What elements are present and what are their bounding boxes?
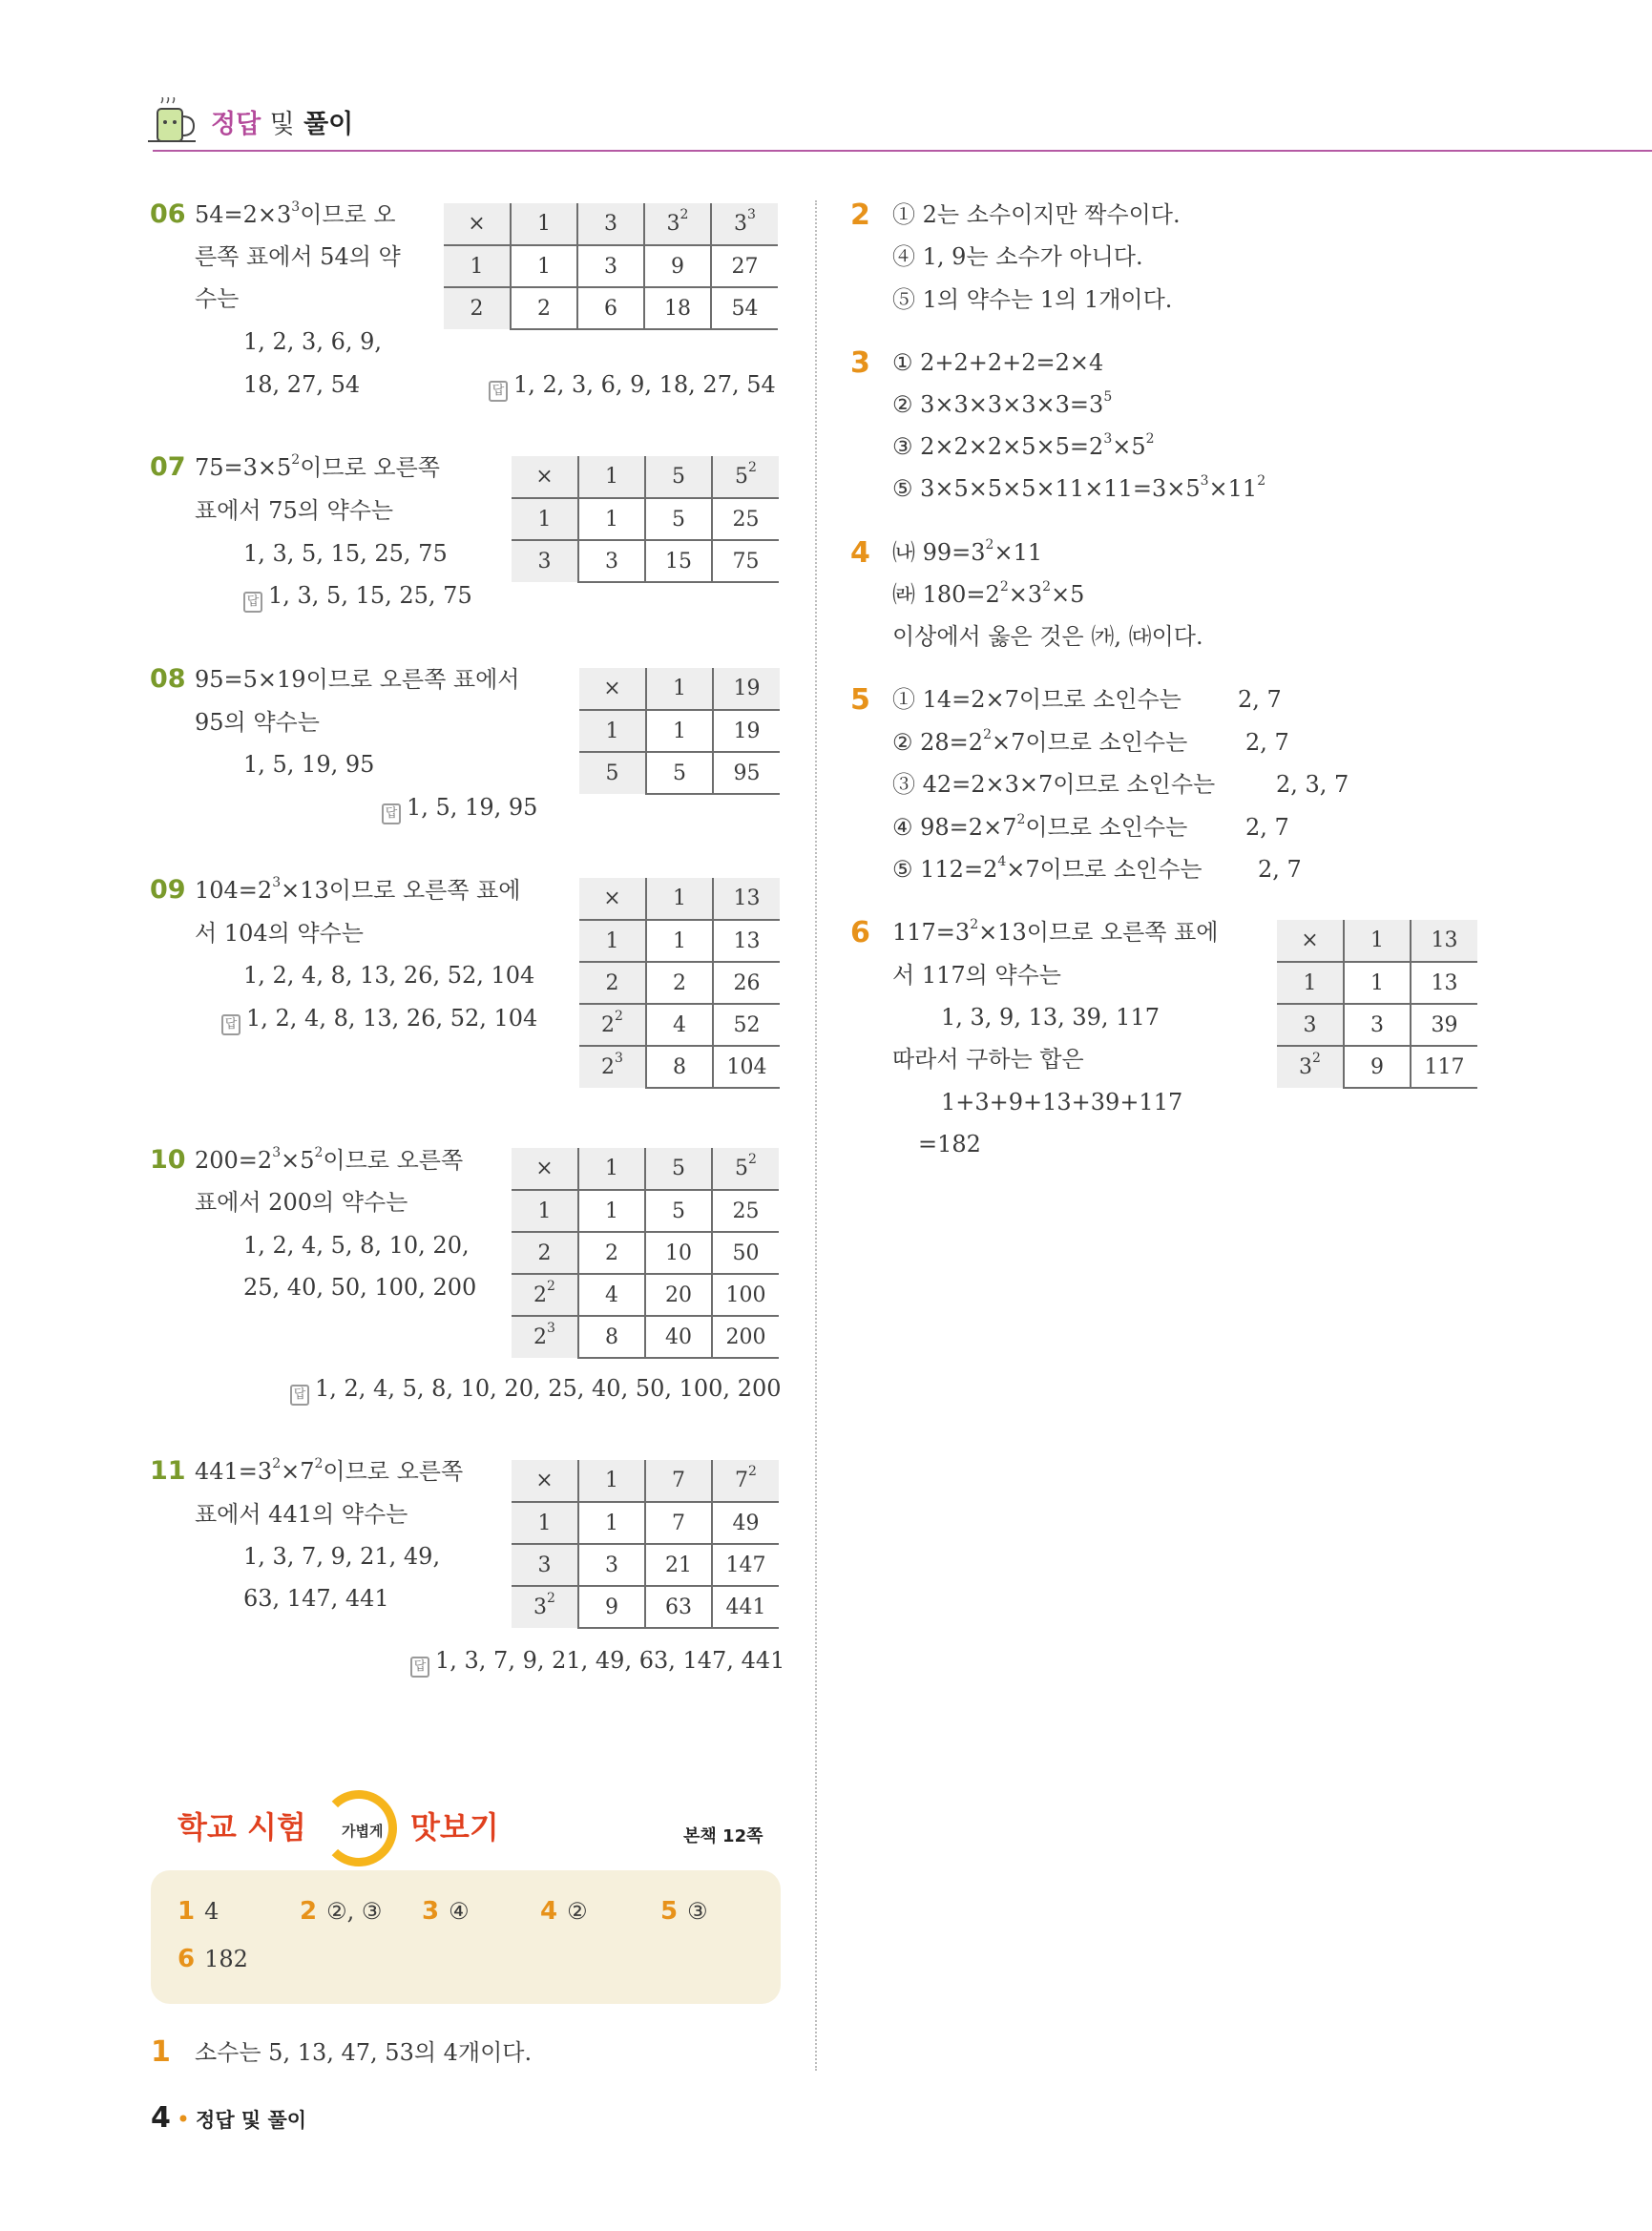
text-line: ⑤ 1의 약수는 1의 1개이다.	[892, 286, 1173, 313]
table-cell: 1	[578, 1502, 645, 1544]
table-cell: 1	[578, 1148, 645, 1190]
solution-number: 3	[850, 346, 870, 380]
text-line: ② $28=2^2\times 7$이므로 소인수는	[892, 727, 1188, 756]
table-cell: 95	[713, 752, 780, 794]
table-cell: 10	[645, 1232, 712, 1274]
table-cell: 25	[712, 1190, 779, 1232]
table-cell: $7^2$	[712, 1460, 779, 1502]
table-cell: 2	[444, 287, 511, 329]
text-line: 이상에서 옳은 것은 ㈎, ㈐이다.	[892, 623, 1203, 650]
text-line: 표에서 75의 약수는	[195, 497, 394, 524]
table-cell: ×	[512, 456, 578, 498]
table-cell: 3	[577, 245, 644, 287]
text-line: 1+3+9+13+39+117	[941, 1089, 1183, 1116]
answer-icon: 답	[410, 1657, 429, 1678]
table-cell: 1	[578, 1460, 645, 1502]
text-line: ⑤ $112=2^4\times 7$이므로 소인수는	[892, 854, 1202, 883]
table-cell: 100	[712, 1274, 779, 1316]
quick-answer: 1 4	[178, 1897, 220, 1926]
table-cell: 75	[712, 540, 779, 582]
table-cell: 1	[512, 1190, 578, 1232]
table-cell: 1	[1277, 962, 1344, 1004]
table-cell: 1	[512, 1502, 578, 1544]
answer-icon: 답	[221, 1014, 240, 1035]
table-cell: $2^2$	[512, 1274, 578, 1316]
text-line: ③ 42=2×3×7이므로 소인수는	[892, 771, 1216, 798]
table-cell: 1	[1344, 962, 1411, 1004]
table-cell: 8	[578, 1316, 645, 1358]
text-line: $200=2^3\times 5^2$이므로 오른쪽	[195, 1145, 464, 1174]
table-cell: 3	[577, 203, 644, 245]
divisor-table	[512, 456, 779, 583]
problem-number: 09	[150, 875, 186, 905]
table-cell: 1	[646, 920, 713, 962]
table-cell: ×	[512, 1148, 578, 1190]
solution-number: 5	[850, 683, 870, 717]
divisor-table	[512, 1460, 779, 1629]
table-cell: 2	[579, 962, 646, 1004]
table-cell: 4	[578, 1274, 645, 1316]
text-line: 른쪽 표에서 54의 약	[195, 243, 401, 270]
table-cell: 441	[712, 1586, 779, 1628]
problem-number: 06	[150, 199, 186, 229]
table-cell: 1	[579, 920, 646, 962]
answer-line: 답 1, 2, 4, 5, 8, 10, 20, 25, 40, 50, 100, 200	[290, 1374, 782, 1406]
table-cell: 49	[712, 1502, 779, 1544]
table-cell: 40	[645, 1316, 712, 1358]
solution-number: 2	[850, 198, 870, 232]
table-cell: 3	[512, 1544, 578, 1586]
table-cell: ×	[444, 203, 511, 245]
mug-icon	[148, 97, 205, 149]
page-reference: 본책 12쪽	[683, 1826, 763, 1846]
table-cell: $2^3$	[512, 1316, 578, 1358]
divisor-table	[512, 1148, 779, 1359]
table-cell: 13	[713, 920, 780, 962]
table-cell: 25	[712, 498, 779, 540]
table-cell: 5	[645, 1148, 712, 1190]
table-cell: 54	[711, 287, 778, 329]
text-line: ③ $2\times 2\times 2\times 5\times 5=2^3\times 5^2$	[892, 431, 1155, 460]
table-cell: 3	[512, 540, 578, 582]
table-cell: $3^2$	[512, 1586, 578, 1628]
answer-line: 답 1, 5, 19, 95	[382, 793, 537, 824]
table-cell: 19	[713, 668, 780, 710]
table-cell: 7	[645, 1460, 712, 1502]
table-cell: 1	[646, 710, 713, 752]
table-cell: $3^2$	[644, 203, 711, 245]
table-cell: 39	[1411, 1004, 1477, 1046]
table-cell: 5	[579, 752, 646, 794]
table-cell: 50	[712, 1232, 779, 1274]
problem-number: 08	[150, 664, 186, 694]
column-divider	[815, 200, 817, 2071]
page-number: 4	[151, 2101, 171, 2135]
table-cell: 5	[645, 498, 712, 540]
text-line: 1, 3, 9, 13, 39, 117	[941, 1004, 1160, 1031]
text-line: 25, 40, 50, 100, 200	[243, 1274, 477, 1301]
solution-number: 1	[151, 2035, 171, 2069]
table-cell: 1	[579, 710, 646, 752]
text-line: ① 14=2×7이므로 소인수는	[892, 686, 1181, 713]
answer-line: 답 1, 2, 4, 8, 13, 26, 52, 104	[221, 1004, 537, 1035]
table-cell: 3	[578, 540, 645, 582]
table-cell: 9	[1344, 1046, 1411, 1088]
table-cell: 27	[711, 245, 778, 287]
text-line: $441=3^2\times 7^2$이므로 오른쪽	[195, 1456, 464, 1485]
text-line: 18, 27, 54	[243, 371, 361, 398]
table-cell: 200	[712, 1316, 779, 1358]
table-cell: ×	[579, 668, 646, 710]
table-cell: 3	[1344, 1004, 1411, 1046]
text-line: $54=2\times 3^3$이므로 오	[195, 199, 396, 228]
table-cell: 2	[578, 1232, 645, 1274]
answer-line: 답 1, 3, 5, 15, 25, 75	[243, 581, 472, 613]
answer-icon: 답	[290, 1385, 309, 1406]
text-line: ① 2+2+2+2=2×4	[892, 349, 1104, 376]
table-cell: 13	[1411, 962, 1477, 1004]
table-cell: $5^2$	[712, 1148, 779, 1190]
text-line: 소수는 5, 13, 47, 53의 4개이다.	[195, 2039, 533, 2066]
table-cell: 3	[1277, 1004, 1344, 1046]
divisor-table	[579, 668, 780, 795]
problem-number: 07	[150, 452, 186, 482]
table-cell: 5	[645, 456, 712, 498]
header-title: 정답 및 풀이	[211, 110, 354, 139]
text-line: 1, 2, 3, 6, 9,	[243, 328, 383, 355]
table-cell: 13	[713, 878, 780, 920]
answer-icon: 답	[243, 592, 262, 613]
quick-answer: 4 ②	[540, 1897, 588, 1926]
text-line: 표에서 441의 약수는	[195, 1501, 408, 1528]
quick-answer: 2 ②, ③	[300, 1897, 383, 1926]
text-line: 2, 7	[1245, 814, 1289, 841]
text-line: ② $3\times 3\times 3\times 3\times 3=3^5$	[892, 389, 1113, 418]
answer-box	[151, 1870, 781, 2004]
text-line: ① 2는 소수이지만 짝수이다.	[892, 201, 1181, 228]
table-cell: ×	[512, 1460, 578, 1502]
divisor-table	[444, 203, 778, 330]
table-cell: 18	[644, 287, 711, 329]
text-line: ㈏ $99=3^2\times 11$	[892, 537, 1043, 566]
table-cell: 1	[578, 498, 645, 540]
test-preview-title: 학교 시험 가볍게 맛보기 본책 12쪽	[178, 1794, 769, 1870]
text-line: 따라서 구하는 합은	[892, 1046, 1084, 1073]
text-line: 2, 7	[1238, 686, 1282, 713]
text-line: ④ $98=2\times 7^2$이므로 소인수는	[892, 812, 1188, 841]
table-cell: 20	[645, 1274, 712, 1316]
text-line: 95의 약수는	[195, 709, 320, 736]
text-line: $117=3^2\times 13$이므로 오른쪽 표에	[892, 917, 1219, 946]
text-line: 95=5×19이므로 오른쪽 표에서	[195, 666, 520, 693]
table-cell: ×	[1277, 920, 1344, 962]
answer-icon: 답	[489, 381, 508, 402]
table-cell: $2^2$	[579, 1004, 646, 1046]
table-cell: 52	[713, 1004, 780, 1046]
table-cell: 63	[645, 1586, 712, 1628]
page-footer: 4 • 정답 및 풀이	[151, 2101, 307, 2135]
problem-number: 10	[150, 1145, 186, 1175]
table-cell: 1	[444, 245, 511, 287]
header-divider	[153, 150, 1652, 152]
text-line: ④ 1, 9는 소수가 아니다.	[892, 243, 1143, 270]
text-line: ㈑ $180=2^2\times 3^2\times 5$	[892, 579, 1085, 608]
table-cell: 5	[645, 1190, 712, 1232]
table-cell: 147	[712, 1544, 779, 1586]
table-cell: 2	[646, 962, 713, 1004]
table-cell: 15	[645, 540, 712, 582]
table-cell: 6	[577, 287, 644, 329]
text-line: 63, 147, 441	[243, 1585, 389, 1612]
table-cell: 13	[1411, 920, 1477, 962]
table-cell: 1	[646, 878, 713, 920]
table-cell: 2	[512, 1232, 578, 1274]
table-cell: 7	[645, 1502, 712, 1544]
table-cell: 3	[578, 1544, 645, 1586]
text-line: =182	[918, 1131, 981, 1157]
table-cell: 9	[578, 1586, 645, 1628]
text-line: 1, 3, 7, 9, 21, 49,	[243, 1543, 441, 1570]
table-cell: 2	[511, 287, 577, 329]
table-cell: $2^3$	[579, 1046, 646, 1088]
table-cell: 9	[644, 245, 711, 287]
quick-answer: 3 ④	[422, 1897, 470, 1926]
divisor-table	[579, 878, 780, 1089]
quick-answer: 5 ③	[660, 1897, 708, 1926]
table-cell: ×	[579, 878, 646, 920]
text-line: 서 117의 약수는	[892, 962, 1061, 989]
table-cell: 1	[511, 245, 577, 287]
table-cell: 21	[645, 1544, 712, 1586]
divisor-table	[1277, 920, 1477, 1089]
table-cell: 1	[1344, 920, 1411, 962]
solution-number: 6	[850, 916, 870, 949]
table-cell: 8	[646, 1046, 713, 1088]
text-line: 2, 7	[1258, 856, 1302, 883]
text-line: 서 104의 약수는	[195, 920, 364, 947]
text-line: 표에서 200의 약수는	[195, 1189, 408, 1216]
answer-icon: 답	[382, 803, 401, 824]
table-cell: $5^2$	[712, 456, 779, 498]
table-cell: $3^3$	[711, 203, 778, 245]
text-line: 2, 7	[1245, 729, 1289, 756]
text-line: 1, 2, 4, 5, 8, 10, 20,	[243, 1232, 470, 1259]
text-line: 1, 3, 5, 15, 25, 75	[243, 540, 448, 567]
text-line: 수는	[195, 285, 240, 312]
text-line: 2, 3, 7	[1276, 771, 1349, 798]
solution-number: 4	[850, 536, 870, 570]
table-cell: 1	[512, 498, 578, 540]
text-line: 1, 2, 4, 8, 13, 26, 52, 104	[243, 962, 535, 989]
answer-line: 답 1, 3, 7, 9, 21, 49, 63, 147, 441	[410, 1646, 784, 1678]
text-line: $104=2^3\times 13$이므로 오른쪽 표에	[195, 875, 521, 904]
text-line: 1, 5, 19, 95	[243, 751, 375, 778]
problem-number: 11	[150, 1456, 186, 1486]
table-cell: $3^2$	[1277, 1046, 1344, 1088]
table-cell: 1	[646, 668, 713, 710]
table-cell: 1	[511, 203, 577, 245]
quick-answer: 6 182	[178, 1945, 248, 1973]
page-header	[148, 94, 1652, 153]
table-cell: 117	[1411, 1046, 1477, 1088]
text-line: ⑤ $3\times 5\times 5\times 5\times 11\times 11=3\times 5^3\times 11^2$	[892, 473, 1266, 502]
table-cell: 26	[713, 962, 780, 1004]
table-cell: 104	[713, 1046, 780, 1088]
table-cell: 4	[646, 1004, 713, 1046]
table-cell: 5	[646, 752, 713, 794]
table-cell: 1	[578, 1190, 645, 1232]
table-cell: 1	[578, 456, 645, 498]
answer-line: 답 1, 2, 3, 6, 9, 18, 27, 54	[489, 370, 776, 402]
text-line: $75=3\times 5^2$이므로 오른쪽	[195, 452, 440, 481]
footer-label: 정답 및 풀이	[196, 2109, 307, 2132]
table-cell: 19	[713, 710, 780, 752]
